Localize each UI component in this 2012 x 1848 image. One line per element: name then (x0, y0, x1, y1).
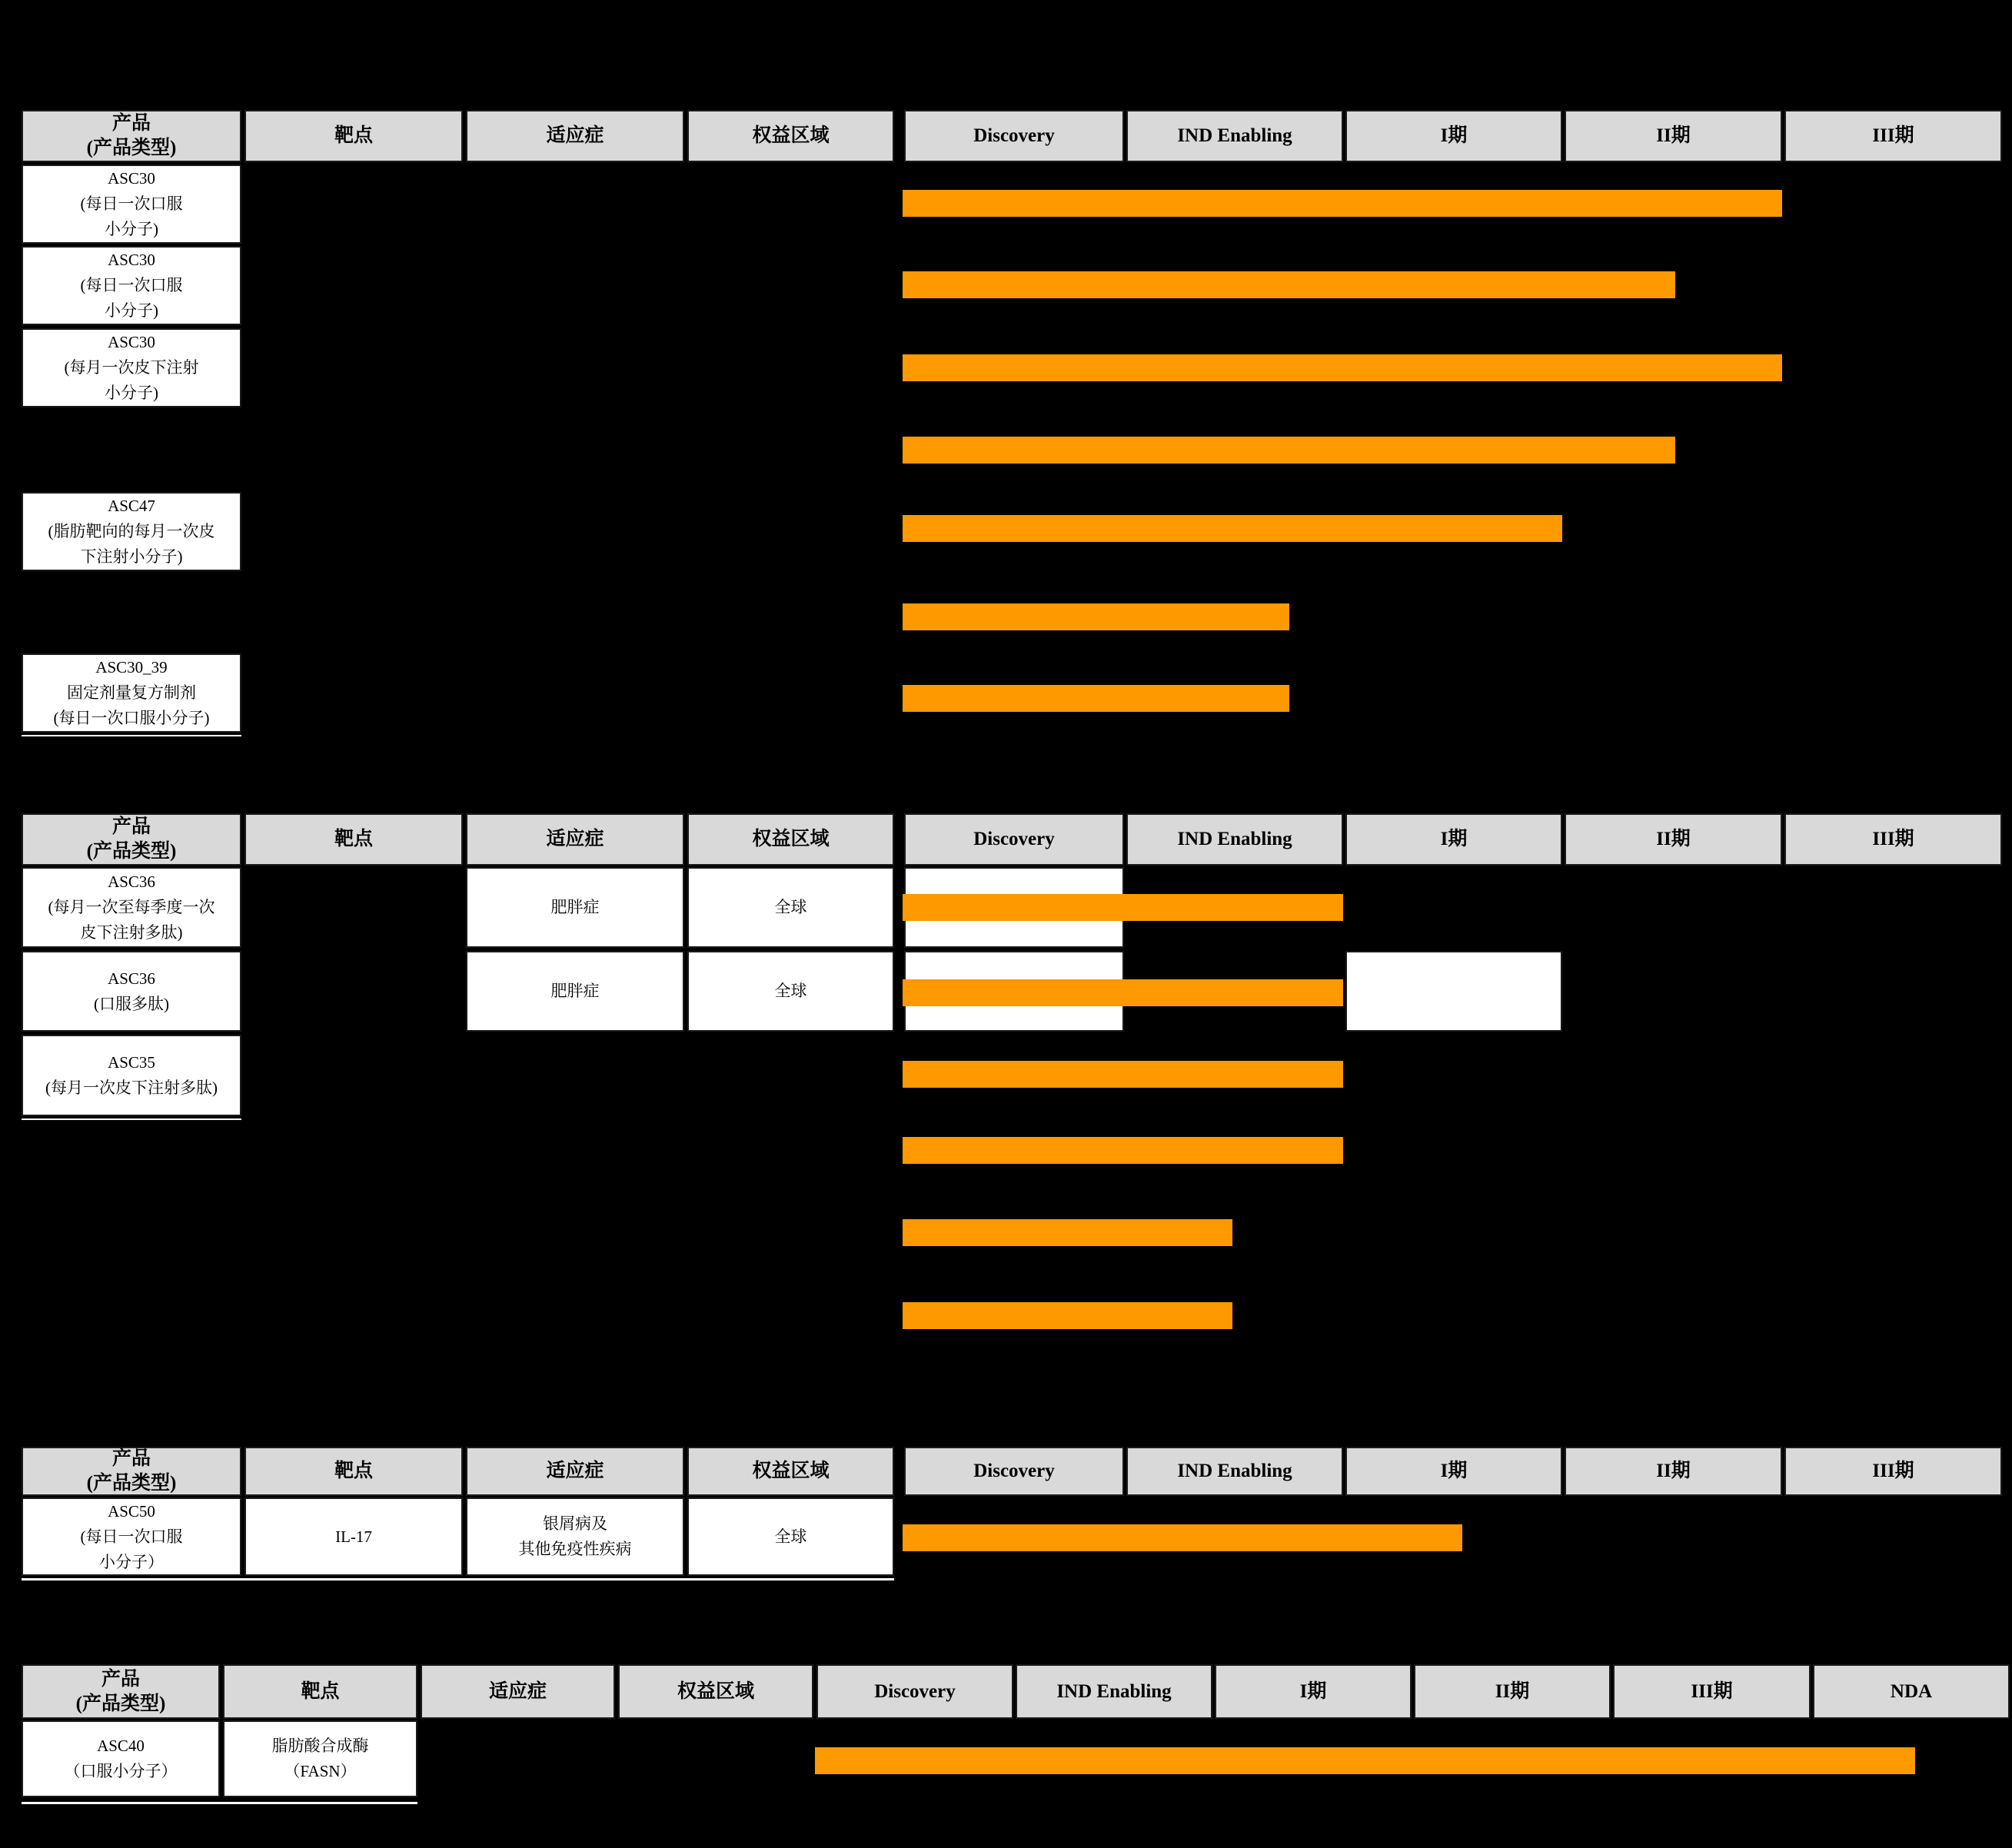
product-type-line2: 小分子) (105, 301, 158, 320)
header-product-line1: 产品 (101, 1668, 140, 1690)
header-phase-3: III期 (1784, 813, 2002, 866)
product-type-line1: （口服小分子） (64, 1762, 178, 1780)
header-region: 权益区域 (687, 110, 894, 162)
product-type-line1: (每月一次皮下注射多肽) (45, 1079, 218, 1097)
header-product (22, 1664, 220, 1719)
product-cell (22, 328, 241, 407)
product-name: ASC36 (108, 969, 155, 988)
pipeline-bar (815, 1747, 1915, 1774)
indication-line1: 银屑病及 (543, 1514, 607, 1533)
product-name: ASC30 (108, 169, 155, 188)
indication-cell (466, 1497, 684, 1576)
pipeline-bar (903, 1219, 1232, 1246)
header-product-line2: (产品类型) (75, 1693, 166, 1714)
header-ind-enabling: IND Enabling (1016, 1664, 1212, 1719)
product-type-line2: 小分子） (99, 1552, 164, 1571)
pipeline-bar (903, 603, 1289, 630)
header-region: 权益区域 (687, 813, 894, 866)
product-type-line1: (每月一次至每季度一次 (48, 898, 215, 916)
header-nda: NDA (1813, 1664, 2010, 1719)
indication-cell: 肥胖症 (466, 867, 684, 948)
pipeline-bar (903, 271, 1675, 298)
header-ind-enabling: IND Enabling (1126, 1447, 1343, 1496)
indication-cell: 肥胖症 (466, 951, 684, 1032)
header-target: 靶点 (244, 1447, 463, 1496)
stage-cell-phase-1 (1345, 951, 1562, 1032)
product-type-line1: 固定剂量复方制剂 (67, 683, 196, 702)
product-cell (22, 165, 241, 244)
target-cell: IL-17 (244, 1497, 463, 1576)
header-ind-enabling: IND Enabling (1126, 813, 1343, 866)
table-underline (22, 735, 241, 736)
pipeline-bar (903, 354, 1782, 381)
header-product (22, 1447, 241, 1496)
product-name: ASC30 (108, 333, 155, 351)
product-type-line2: 皮下注射多肽) (80, 923, 183, 942)
pipeline-bar (903, 1524, 1462, 1551)
product-type-line1: (每月一次皮下注射 (64, 358, 199, 377)
pipeline-bar (903, 979, 1343, 1006)
header-phase-2: II期 (1414, 1664, 1611, 1719)
header-product (22, 110, 241, 162)
header-product (22, 813, 241, 866)
pipeline-bar (903, 1302, 1232, 1329)
product-cell (22, 1720, 220, 1797)
header-discovery: Discovery (904, 110, 1124, 162)
product-name: ASC35 (108, 1053, 155, 1072)
header-product-line1: 产品 (111, 113, 151, 134)
header-discovery: Discovery (904, 813, 1124, 866)
product-cell (22, 1035, 241, 1116)
pipeline-bar (903, 190, 1782, 217)
header-ind-enabling: IND Enabling (1126, 110, 1343, 162)
header-discovery: Discovery (904, 1447, 1124, 1496)
header-target: 靶点 (223, 1664, 417, 1719)
product-name: ASC47 (108, 497, 155, 515)
target-line2: （FASN） (284, 1762, 357, 1780)
product-name: ASC30_39 (95, 658, 168, 676)
header-discovery: Discovery (816, 1664, 1013, 1719)
product-name: ASC30 (108, 251, 155, 269)
pipeline-bar (903, 515, 1562, 542)
product-type-line2: 小分子) (105, 384, 158, 402)
header-phase-3: III期 (1784, 110, 2002, 162)
header-phase-2: II期 (1565, 813, 1782, 866)
header-target: 靶点 (244, 110, 463, 162)
header-phase-1: I期 (1345, 813, 1562, 866)
region-cell: 全球 (687, 951, 894, 1032)
header-product-line1: 产品 (111, 1448, 151, 1469)
product-type-line2: (每日一次口服小分子) (53, 709, 210, 727)
product-type-line1: (脂肪靶向的每月一次皮 (48, 522, 215, 540)
header-indication: 适应症 (421, 1664, 615, 1719)
header-phase-1: I期 (1215, 1664, 1412, 1719)
table-underline (22, 1802, 417, 1804)
product-cell (22, 492, 241, 571)
header-phase-1: I期 (1345, 110, 1562, 162)
product-type-line1: (每日一次口服 (80, 276, 183, 294)
header-product-line2: (产品类型) (86, 1473, 177, 1494)
pipeline-bar (903, 685, 1289, 712)
region-cell: 全球 (687, 1497, 894, 1576)
table-underline (22, 1578, 894, 1580)
region-cell: 全球 (687, 867, 894, 948)
header-product-line1: 产品 (111, 816, 151, 837)
pipeline-bar (903, 437, 1675, 464)
header-phase-2: II期 (1565, 1447, 1782, 1496)
header-phase-3: III期 (1784, 1447, 2002, 1496)
header-region: 权益区域 (618, 1664, 813, 1719)
product-cell (22, 1497, 241, 1576)
header-indication: 适应症 (466, 1447, 684, 1496)
target-line1: 脂肪酸合成酶 (271, 1737, 369, 1755)
header-product-line2: (产品类型) (86, 841, 177, 862)
product-cell (22, 951, 241, 1032)
product-type-line1: (每日一次口服 (80, 194, 183, 213)
table-underline (22, 1118, 241, 1120)
product-type-line1: (每日一次口服 (80, 1527, 183, 1546)
header-phase-2: II期 (1565, 110, 1782, 162)
target-cell (223, 1720, 417, 1797)
product-type-line1: (口服多肽) (94, 994, 169, 1013)
header-phase-1: I期 (1345, 1447, 1562, 1496)
product-type-line2: 下注射小分子) (80, 547, 183, 566)
indication-line2: 其他免疫性疾病 (518, 1540, 632, 1558)
product-type-line2: 小分子) (105, 220, 158, 238)
header-phase-3: III期 (1613, 1664, 1811, 1719)
product-cell (22, 867, 241, 948)
header-indication: 适应症 (466, 813, 684, 866)
pipeline-bar (903, 1061, 1343, 1088)
product-name: ASC50 (108, 1501, 155, 1521)
product-cell (22, 246, 241, 325)
product-name: ASC36 (108, 872, 155, 891)
header-region: 权益区域 (687, 1447, 894, 1496)
header-target: 靶点 (244, 813, 463, 866)
header-indication: 适应症 (466, 110, 684, 162)
pipeline-bar (903, 1137, 1343, 1164)
pipeline-bar (903, 894, 1343, 921)
header-product-line2: (产品类型) (86, 138, 177, 158)
product-name: ASC40 (97, 1737, 145, 1755)
product-cell (22, 653, 241, 733)
